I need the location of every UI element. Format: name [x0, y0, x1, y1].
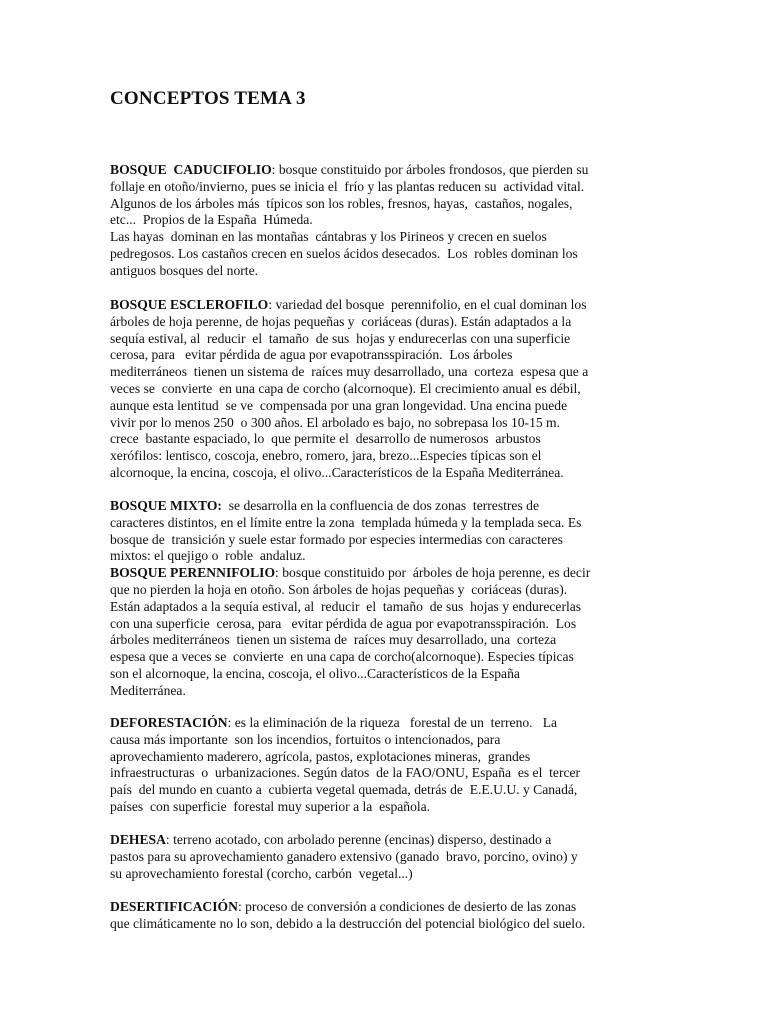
body-text: es la eliminación de la riqueza forestal de un terreno. La: [231, 715, 558, 730]
text-line: [110, 715, 658, 732]
body-text: país del mundo en cuanto a cubierta vegetal quemada, detrás de E.E.U.U. y Canadá,: [110, 782, 578, 798]
text-line: [110, 212, 658, 229]
page-title: CONCEPTOS TEMA 3: [110, 88, 306, 109]
body-text: pedregosos. Los castaños crecen en suelos ácidos desecados. Los robles dominan los: [110, 245, 578, 261]
text-line: [110, 782, 658, 799]
term-heading: BOSQUE ESCLEROFILO: [110, 297, 269, 312]
glossary-entry: [110, 715, 658, 816]
term-heading: DESERTIFICACIÓN: [110, 899, 238, 914]
body-text: aprovechamiento maderero, agrícola, pastos, explotaciones mineras, grandes: [110, 748, 531, 764]
body-text: Las hayas dominan en las montañas cántabras y los Pirineos y crecen en suelos: [110, 229, 547, 245]
term-heading: BOSQUE CADUCIFOLIO: [110, 162, 272, 177]
glossary-entry: [110, 498, 658, 700]
body-text: crece bastante espaciado, lo que permite el desarrollo de numerosos arbustos: [110, 431, 541, 447]
text-line: [110, 331, 658, 348]
text-line: [110, 666, 658, 683]
body-text: vivir por lo menos 250 o 300 años. El arbolado es bajo, no sobrepasa los 10-15 m.: [110, 414, 561, 430]
body-text: bosque constituido por árboles de hoja perenne, es decir: [278, 565, 591, 581]
body-text: se desarrolla en la confluencia de dos zonas terrestres de: [221, 498, 539, 513]
text-line: [110, 765, 658, 782]
text-line: [110, 314, 658, 331]
term-separator: :: [268, 297, 273, 312]
term-separator: :: [237, 899, 242, 914]
term-heading: DEHESA: [110, 832, 166, 847]
glossary-entry: [110, 297, 658, 482]
body-text: mixtos: el quejigo o roble andaluz.: [110, 548, 306, 564]
text-line: [110, 448, 658, 465]
body-text: países con superficie forestal muy superior a la española.: [110, 798, 431, 814]
body-text: bosque constituido por árboles frondosos, que pierden su: [275, 162, 589, 177]
text-line: [110, 431, 658, 448]
body-text: mediterráneos tienen un sistema de raíces muy desarrollado, una corteza espesa que a: [110, 364, 589, 380]
text-line: [110, 899, 658, 916]
text-line: [110, 565, 658, 582]
text-line: [110, 179, 658, 196]
body-text: Mediterránea.: [110, 682, 186, 698]
text-line: [110, 263, 658, 280]
text-line: [110, 196, 658, 213]
text-line: [110, 749, 658, 766]
text-line: [110, 849, 658, 866]
text-line: [110, 347, 658, 364]
body-text: terreno acotado, con arbolado perenne (encinas) disperso, destinado a: [169, 832, 552, 847]
text-line: [110, 548, 658, 565]
text-line: [110, 799, 658, 816]
body-text: proceso de conversión a condiciones de desierto de las zonas: [241, 899, 577, 914]
body-text: cerosa, para evitar pérdida de agua por evapotransspiración. Los árboles: [110, 347, 513, 363]
text-line: [110, 381, 658, 398]
term-heading: BOSQUE PERENNIFOLIO: [110, 565, 276, 581]
body-text: con una superficie cerosa, para evitar pérdida de agua por evapotransspiración. Los: [110, 615, 577, 631]
text-line: [110, 162, 658, 179]
body-text: bosque de transición y suele estar formado por especies intermedias con caracteres: [110, 531, 563, 547]
body-text: que no pierden la hoja en otoño. Son árboles de hojas pequeñas y coriáceas (duras).: [110, 581, 568, 597]
text-line: [110, 632, 658, 649]
term-separator: :: [271, 162, 276, 177]
body-text: sequía estival, al reducir el tamaño de sus hojas y endurecerlas con una superficie: [110, 330, 571, 346]
text-line: [110, 415, 658, 432]
text-line: [110, 364, 658, 381]
text-line: [110, 398, 658, 415]
text-line: [110, 498, 658, 515]
term-separator: :: [165, 832, 170, 847]
body-text: caracteres distintos, en el límite entre la zona templada húmeda y la templada seca. Es: [110, 514, 582, 530]
body-text: su aprovechamiento forestal (corcho, carbón vegetal...): [110, 865, 413, 881]
text-line: [110, 582, 658, 599]
body-text: alcornoque, la encina, coscoja, el olivo...Característicos de la España Mediterránea.: [110, 464, 564, 480]
text-line: [110, 532, 658, 549]
text-line: [110, 297, 658, 314]
body-text: espesa que a veces se convierte en una capa de corcho(alcornoque). Especies típicas: [110, 649, 574, 665]
body-text: son el alcornoque, la encina, coscoja, el olivo...Característicos de la España: [110, 665, 520, 681]
body-text: árboles mediterráneos tienen un sistema de raíces muy desarrollado, una corteza: [110, 632, 557, 648]
body-text: Algunos de los árboles más típicos son los robles, fresnos, hayas, castaños, nogales,: [110, 195, 573, 211]
text-line: [110, 683, 658, 700]
body-text: veces se convierte en una capa de corcho (alcornoque). El crecimiento anual es débil,: [110, 380, 581, 396]
glossary-entry: [110, 832, 658, 882]
text-line: [110, 229, 658, 246]
text-line: [110, 616, 658, 633]
body-text: pastos para su aprovechamiento ganadero extensivo (ganado bravo, porcino, ovino) y: [110, 848, 578, 864]
body-text: causa más importante son los incendios, fortuitos o intencionados, para: [110, 731, 501, 747]
body-text: follaje en otoño/invierno, pues se inicia el frío y las plantas reducen su actividad vital.: [110, 178, 585, 194]
text-line: [110, 246, 658, 263]
text-line: [110, 916, 658, 933]
term-separator: :: [275, 565, 279, 581]
text-line: [110, 866, 658, 883]
body-text: que climáticamente no lo son, debido a la destrucción del potencial biológico del suelo.: [110, 915, 586, 931]
term-heading: DEFORESTACIÓN: [110, 715, 228, 730]
term-heading: BOSQUE MIXTO:: [110, 498, 222, 513]
text-line: [110, 732, 658, 749]
term-separator: :: [227, 715, 232, 730]
text-line: [110, 649, 658, 666]
body-text: Están adaptados a la sequía estival, al reducir el tamaño de sus hojas y endurecerlas: [110, 598, 582, 614]
text-line: [110, 465, 658, 482]
glossary-entry: [110, 162, 658, 280]
body-text: infraestructuras o urbanizaciones. Según datos de la FAO/ONU, España es el tercer: [110, 765, 581, 781]
body-text: variedad del bosque perennifolio, en el cual dominan los: [272, 297, 587, 312]
body-text: xerófilos: lentisco, coscoja, enebro, romero, jara, brezo...Especies típicas son el: [110, 448, 542, 464]
body-text: etc... Propios de la España Húmeda.: [110, 212, 313, 228]
glossary-entry: [110, 899, 658, 933]
text-line: [110, 599, 658, 616]
text-line: [110, 515, 658, 532]
text-line: [110, 832, 658, 849]
body-text: aunque esta lentitud se ve compensada por una gran longevidad. Una encina puede: [110, 397, 568, 413]
body-text: antiguos bosques del norte.: [110, 262, 258, 278]
body-text: árboles de hoja perenne, de hojas pequeñas y coriáceas (duras). Están adaptados a la: [110, 313, 572, 329]
